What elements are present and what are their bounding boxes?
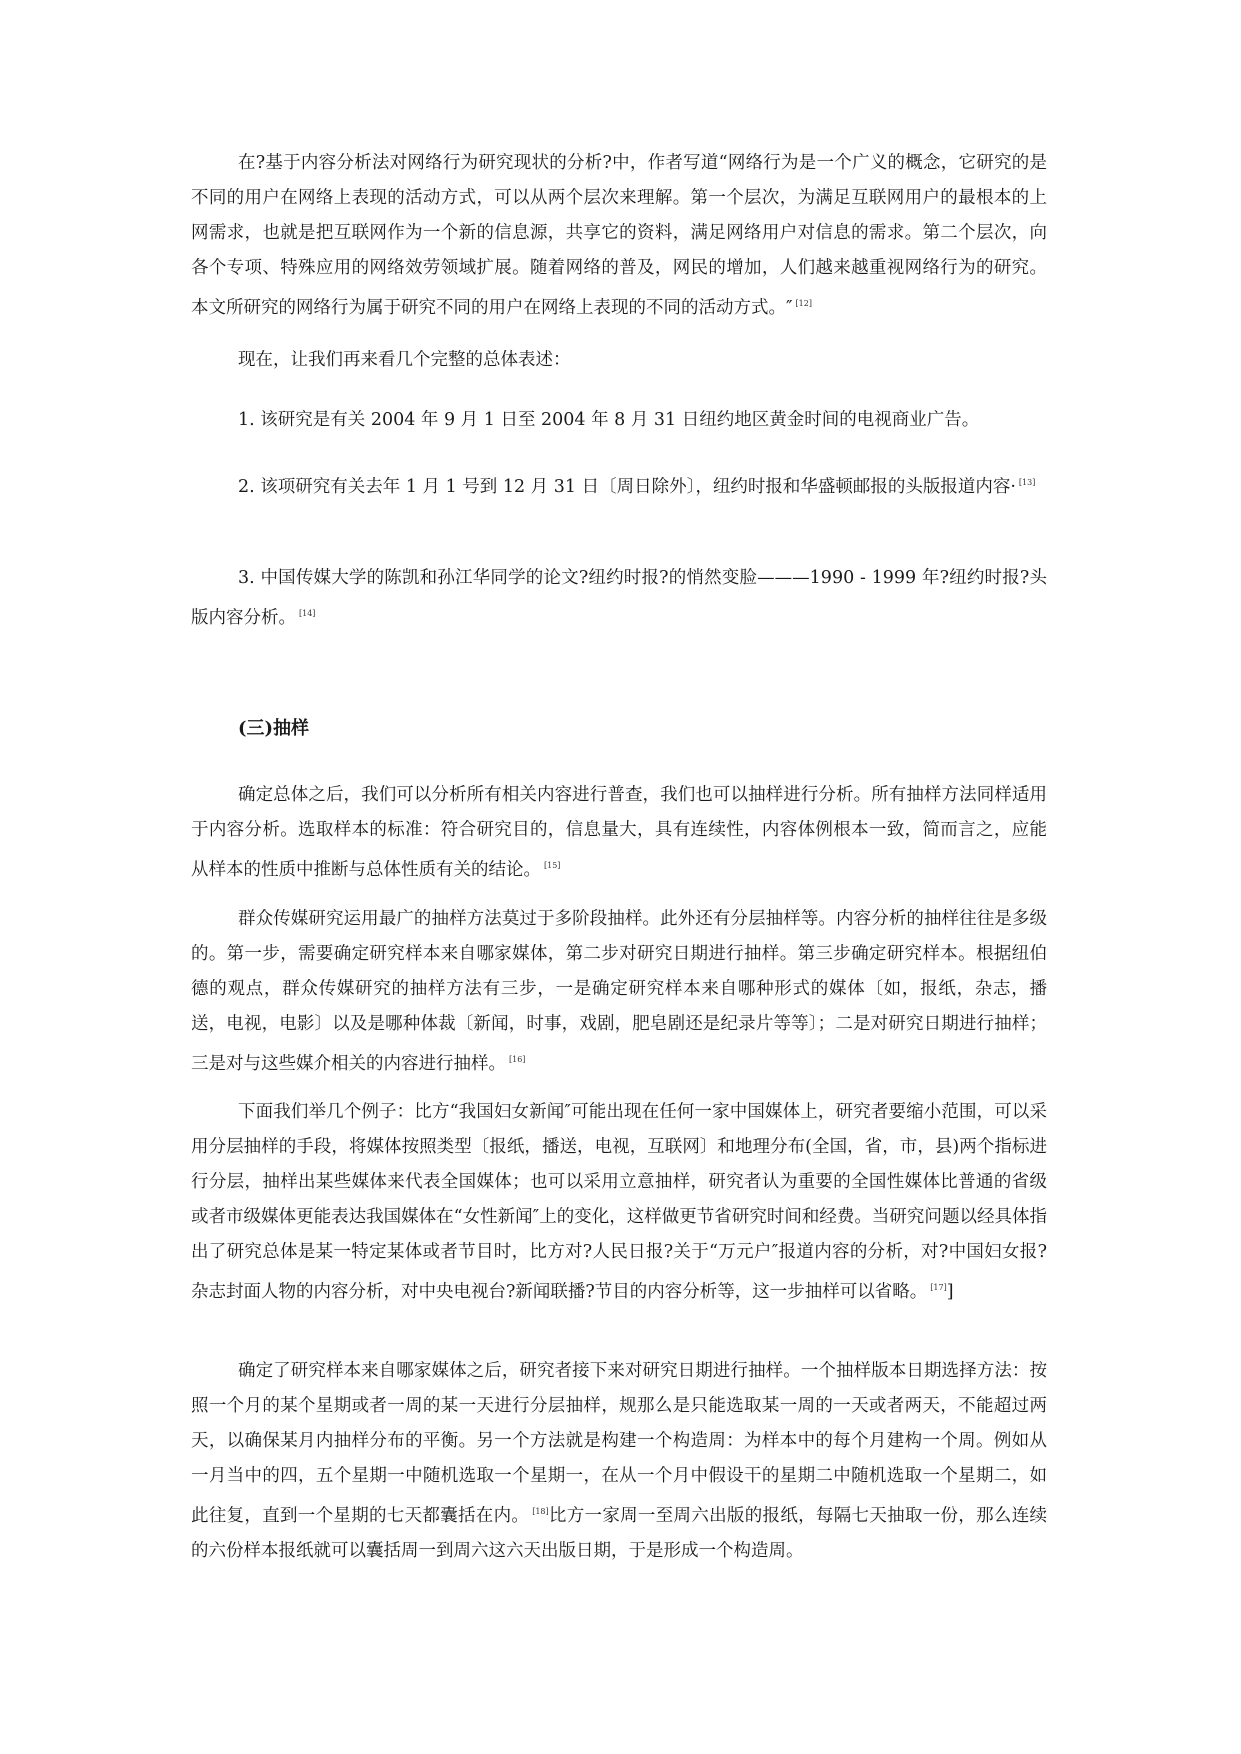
paragraph-text: 3. 中国传媒大学的陈凯和孙江华同学的论文?纽约时报?的悄然变脸———1990 - 1999 年?纽约时报?头版内容分析。 — [191, 568, 1047, 628]
paragraph-text: 1. 该研究是有关 2004 年 9 月 1 日至 2004 年 8 月 31 日纽约地区黄金时间的电视商业广告。 — [238, 410, 980, 430]
paragraph-text: 群众传媒研究运用最广的抽样方法莫过于多阶段抽样。此外还有分层抽样等。内容分析的抽样往往是多级的。第一步，需要确定研究样本来自哪家媒体，第二步对研究日期进行抽样。第三步确定研究样本。根据纽伯德的观点，群众传媒研究的抽样方法有三步，一是确定研究样本来自哪种形式的媒体〔如，报纸，杂志，播送，电视，电影〕以及是哪种体裁〔新闻，时事，戏剧，肥皂剧还是纪录片等等〕；二是对研究日期进行抽样；三是对与这些媒介相关的内容进行抽样。 — [191, 909, 1047, 1074]
paragraph-text: 2. 该项研究有关去年 1 月 1 号到 12 月 31 日〔周日除外〕，纽约时报和华盛顿邮报的头版报道内容· — [238, 476, 1016, 497]
section-heading-sampling: (三)抽样 — [238, 718, 310, 739]
paragraph-sampling-intro — [191, 778, 1047, 888]
paragraph-text: 在?基于内容分析法对网络行为研究现状的分析?中，作者写道“网络行为是一个广义的概念，它研究的是不同的用户在网络上表现的活动方式，可以从两个层次来理解。第一个层次，为满足互联网用户的最根本的上网需求，也就是把互联网作为一个新的信息源，共享它的资料，满足网络用户对信息的需求。第二个层次，向各个专项、特殊应用的网络效劳领域扩展。随着网络的普及，网民的增加，人们越来越重视网络行为的研究。本文所研究的网络行为属于研究不同的用户在网络上表现的不同的活动方式。″ — [191, 153, 1047, 318]
citation-marker: [12] — [795, 299, 812, 308]
paragraph-multistage-sampling — [191, 902, 1047, 1082]
list-item-2 — [191, 465, 1047, 505]
citation-marker: [15] — [544, 861, 561, 870]
paragraph-text: 现在，让我们再来看几个完整的总体表述： — [238, 350, 571, 370]
list-item-1 — [191, 403, 1047, 438]
paragraph-text: 确定了研究样本来自哪家媒体之后，研究者接下来对研究日期进行抽样。一个抽样版本日期选择方法：按照一个月的某个星期或者一周的某一天进行分层抽样，规那么是只能选取某一周的一天或者两天，不能超过两天，以确保某月内抽样分布的平衡。另一个方法就是构建一个构造周：为样本中的每个月建构一个周。例如从一月当中的四，五个星期一中随机选取一个星期一，在从一个月中假设干的星期二中随机选取一个星期二，如此往复，直到一个星期的七天都囊括在内。 — [191, 1361, 1047, 1526]
paragraph-network-behavior-quote — [191, 146, 1047, 326]
citation-marker: [16] — [509, 1055, 526, 1064]
list-item-3 — [191, 561, 1047, 636]
paragraph-text-tail: ] — [946, 1281, 954, 1302]
paragraph-text: 确定总体之后，我们可以分析所有相关内容进行普查，我们也可以抽样进行分析。所有抽样方法同样适用于内容分析。选取样本的标准：符合研究目的，信息量大，具有连续性，内容体例根本一致，简而言之，应能从样本的性质中推断与总体性质有关的结论。 — [191, 785, 1047, 880]
paragraph-examples — [191, 1095, 1047, 1310]
paragraph-text: 下面我们举几个例子：比方“我国妇女新闻″可能出现在任何一家中国媒体上，研究者要缩小范围，可以采用分层抽样的手段，将媒体按照类型〔报纸，播送，电视，互联网〕和地理分布(全国，省，市，县)两个指标进行分层，抽样出某些媒体来代表全国媒体；也可以采用立意抽样，研究者认为重要的全国性媒体比普通的省级或者市级媒体更能表达我国媒体在“女性新闻″上的变化，这样做更节省研究时间和经费。当研究问题以经具体指出了研究总体是某一特定某体或者节目时，比方对?人民日报?关于“万元户″报道内容的分析，对?中国妇女报?杂志封面人物的内容分析，对中央电视台?新闻联播?节目的内容分析等，这一步抽样可以省略。 — [191, 1102, 1047, 1302]
paragraph-text-continued: 比方一家周一至周六出版的报纸，每隔七天抽取一份，那么连续的六份样本报纸就可以囊括周一到周六这六天出版日期，于是形成一个构造周。 — [191, 1505, 1048, 1561]
citation-marker: [17] — [930, 1283, 947, 1292]
citation-marker: [18] — [532, 1507, 549, 1516]
paragraph-population-intro — [191, 343, 1047, 378]
citation-marker: [13] — [1018, 478, 1036, 487]
citation-marker: [14] — [299, 609, 316, 618]
paragraph-date-sampling — [191, 1354, 1047, 1569]
